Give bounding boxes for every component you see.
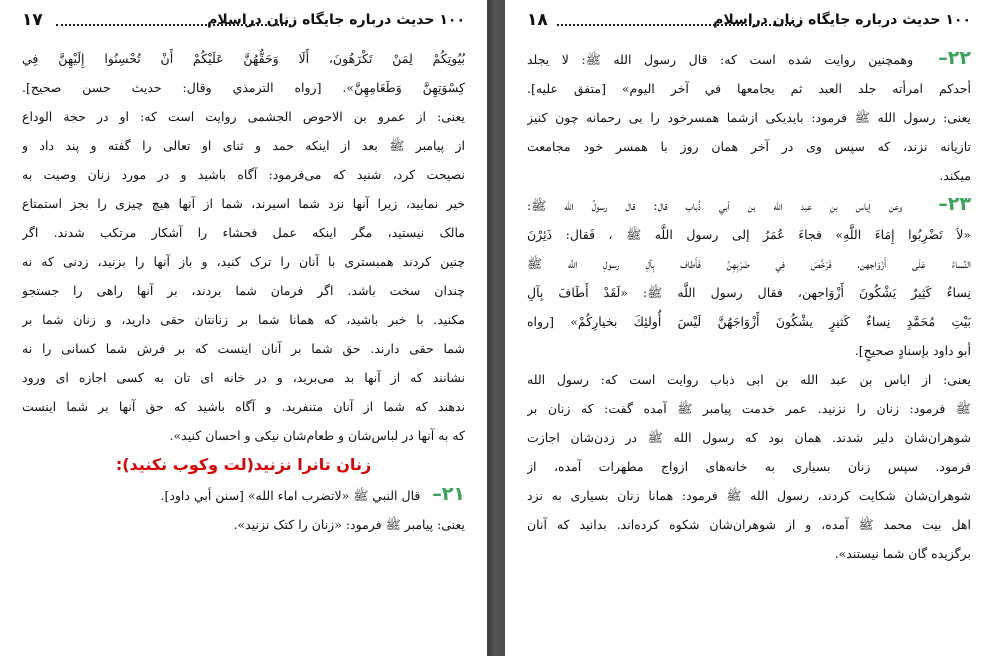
hadith-translation: یعنی: پیامبر ﷺ فرمود: «زنان را کتک نزنید». <box>233 517 465 532</box>
text-line: یعنی: از ایاس بن عبد الله بن ابی ذباب روایت است که: رسول الله <box>527 372 971 387</box>
section-heading: زنان تانرا نزنید(لت وکوب نکنید): <box>115 455 372 474</box>
right-page-body <box>527 44 971 568</box>
text-line: فرمود. سپس زنان بسیاری به خانه‌های ازواج مطهرات آمده، از <box>527 459 971 474</box>
left-header-title: ۱۰۰ حدیث درباره جایگاه زنان دراسلام <box>207 12 465 28</box>
text-line: نِساءٌ كَثِيرٌ يَشْكُونَ أَزْوَاجهن، فقال رسول اللَّه ﷺ: «لَقَدْ أَطَافَ بِآلِ <box>527 285 971 300</box>
text-line: نصیحت کرد، شنید که می‌فرمود: آگاه باشید و در مورد زنان وصیت به <box>22 167 465 182</box>
right-header-title: ۱۰۰ حدیث درباره جایگاه زنان دراسلام <box>713 12 971 28</box>
text-line: ندهند که شما از آنان متنفرید. و آگاه باشید که حق آنها بر شما اینست <box>22 399 465 414</box>
text-line: ﷺ فرمود: زنان را نزنید. عمر خدمت پیامبر ﷺ آمده گفت: که زنان بر <box>527 401 971 416</box>
hadith-number: ۲۳– <box>938 193 971 215</box>
text-line: اهل بیت محمد ﷺ آمده، و از شوهران‌شان شکوه کرده‌اند. بدانید که آنان <box>527 517 971 532</box>
hadith-text: قال النبي ﷺ «لاتضرب اماء الله» [سنن أبي داود]. <box>160 488 421 503</box>
text-line: شوهران‌شان دلیر شدند. همان بود که رسول الله ﷺ در زدن‌شان اجازت <box>527 430 971 445</box>
text-line: یعنی: رسول الله ﷺ فرمود: بایدیکی ازشما همسرخود را بی رحمانه چون کنیز <box>527 110 971 125</box>
hadith-number: ۲۲– <box>938 47 971 69</box>
text-line: مکنید. با خبر باشید، که همانا شما بر زنانتان حقی دارید، و زنان شما بر <box>22 312 465 327</box>
text-line: مالک نیستید، مگر اینکه عمل فحشاء را آشکار مرتکب شدند. اگر <box>22 225 465 240</box>
right-page-number: ۱۸ <box>527 10 548 30</box>
text-line: چنین کردند همبستری با آنان را ترک کنید، و باز آنها را بزنید، زدنی که نه <box>22 254 465 269</box>
left-header-rule <box>56 24 295 26</box>
text-line: أحدكم امرأته جلد العبد ثم يجامعها في آخر اليوم» [متفق عليه]. <box>527 81 971 96</box>
right-page <box>505 0 993 656</box>
left-page-body <box>22 44 465 539</box>
text-line: نشانند که از آنها بد می‌برید، و در خانه ای تان به کسی اجازه ای ورود <box>22 370 465 385</box>
left-page-header <box>22 10 465 36</box>
hadith-21 <box>22 480 465 510</box>
right-page-header <box>527 10 971 36</box>
text-line: که به آنها در لباس‌شان و طعام‌شان نیکی و احسان کنید». <box>169 428 465 443</box>
text-line: شما حقی دارند. حق شما بر آنان اینست که بر فرش شما کسانی را نه <box>22 341 465 356</box>
text-line: تازیانه نزند، که سپس وی در آخر همان روز با همسر خود مجامعت <box>527 139 971 154</box>
hadith-text: وعن إياس بن عبد الله بن أبي ذُباب قال: قال رسولُ الله ﷺ: <box>527 198 903 213</box>
text-line: أبو داود بإسنادٍ صحيحٍ]. <box>854 343 971 358</box>
hadith-text: وهمچنین روایت شده است که: قال رسول الله ﷺ: لا يجلد <box>527 52 914 67</box>
text-line: خیر نمایید، زیرا آنها نزد شما اسیرند، شما از آنها هیچ چیزی را بجز استمتاع <box>22 196 465 211</box>
text-line: از پیامبر ﷺ بعد از اینکه حمد و ثنای او تعالی را گفته و پند داد و <box>22 138 465 153</box>
text-line: «لاَ تَضْرِبُوا إِمَاءَ اللَّهِ» فجاءَ عُمَرُ إلى رسول اللَّه ﷺ ، فَقال: ذَئِرْنَ <box>527 227 971 242</box>
right-header-rule <box>557 24 799 26</box>
hadith-number: ۲۱– <box>432 483 465 505</box>
book-gutter <box>487 0 505 656</box>
hadith-22-first-line <box>527 44 971 74</box>
left-page <box>0 0 487 656</box>
text-line: یعنی: از عمرو بن الاحوص الجشمی روایت است که: او در حجة الوداع <box>22 109 465 124</box>
text-line: بَيْتِ مُحَمَّدٍ نِساءٌ كَثيرٍ يشْكُونَ أَزْوَاجَهُنَّ لَيْسَ أُولئِكَ بخيارِكُمْ» [رواه <box>527 314 971 329</box>
hadith-23-first-line <box>527 190 971 220</box>
text-line: برگزیده گان شما نیستند». <box>834 546 971 561</box>
text-line: بُيُوتِكُمْ لِمَنْ تَكْرَهُونَ، أَلَا وَحَقُّهُنَّ عَلَيْكُمْ أَنْ تُحْسِنُوا إِلَيْهِنَّ فِي <box>22 51 465 66</box>
text-line: چندان سخت باشد. اگر فرمان شما بردند، بر آنها راهی را جستجو <box>22 283 465 298</box>
text-line: النِّساءُ عَلَى أَزْوَاجهن، فَرَخَّصَ فِي ضَرْبِهِنَّ فَأَطاف بِآلِ رسولِ اللَّه ﷺ <box>527 256 971 271</box>
text-line: میکند. <box>939 168 971 183</box>
left-page-number: ۱۷ <box>22 10 43 30</box>
text-line: شوهران‌شان شکایت کردند، رسول الله ﷺ فرمود: همانا زنان بسیاری به نزد <box>527 488 971 503</box>
text-line: كِسْوَتِهِنَّ وَطَعَامِهِنَّ». [رواه الترمذي وقال: حديث حسن صحيح]. <box>22 80 465 95</box>
